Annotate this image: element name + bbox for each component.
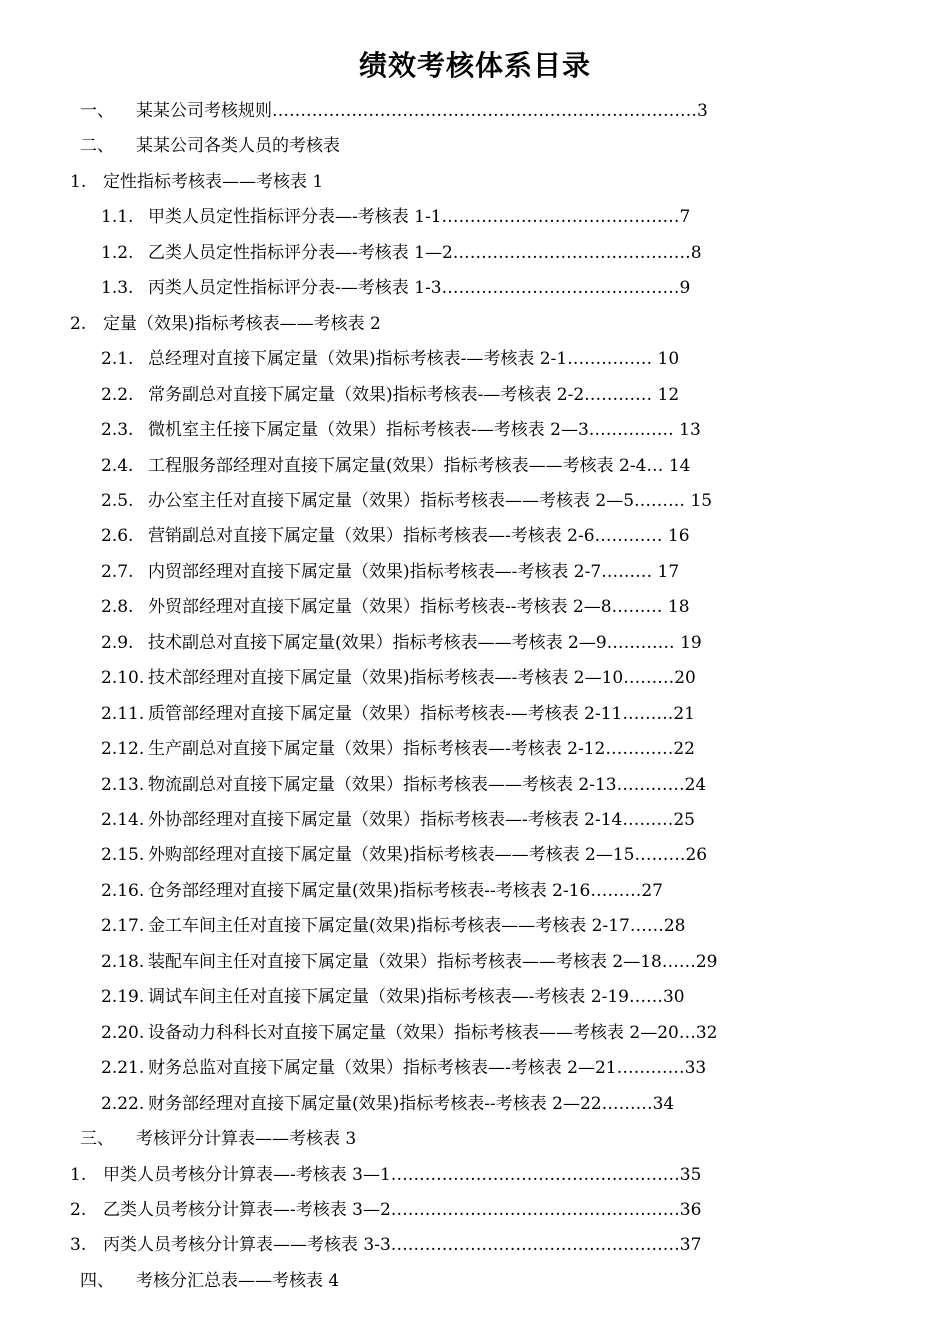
toc-entry-number: 2.17. bbox=[101, 916, 145, 937]
toc-entry-text: 技术副总对直接下属定量(效果）指标考核表——考核表 2—9………… 19 bbox=[148, 632, 702, 653]
toc-entry-number: 1.2. bbox=[101, 242, 134, 263]
toc-entry-number: 2.3. bbox=[101, 420, 134, 441]
toc-entry[interactable] bbox=[101, 486, 712, 516]
toc-entry-text: 某某公司各类人员的考核表 bbox=[136, 136, 340, 157]
toc-entry-number: 2.5. bbox=[101, 490, 134, 511]
toc-entry[interactable] bbox=[101, 521, 690, 551]
toc-entry-text: 总经理对直接下属定量（效果)指标考核表-—考核表 2-1…………… 10 bbox=[148, 349, 680, 370]
toc-entry[interactable] bbox=[101, 202, 690, 232]
toc-entry[interactable] bbox=[101, 557, 679, 587]
toc-entry-number: 2.15. bbox=[101, 845, 145, 866]
toc-entry-number: 2. bbox=[70, 1199, 87, 1220]
toc-entry[interactable] bbox=[70, 1195, 701, 1225]
toc-entry-text: 甲类人员定性指标评分表—-考核表 1-1……………………………………7 bbox=[148, 207, 691, 228]
toc-entry-number: 四、 bbox=[80, 1270, 114, 1291]
toc-entry-number: 2.20. bbox=[101, 1022, 145, 1043]
toc-entry-text: 乙类人员定性指标评分表—-考核表 1—2……………………………………8 bbox=[148, 242, 702, 263]
toc-entry-text: 外购部经理对直接下属定量（效果)指标考核表——考核表 2—15………26 bbox=[148, 845, 708, 866]
toc-entry-number: 2.10. bbox=[101, 668, 145, 689]
toc-entry-number: 2.9. bbox=[101, 632, 134, 653]
toc-entry-text: 甲类人员考核分计算表—-考核表 3—1……………………………………………35 bbox=[103, 1164, 702, 1185]
toc-entry[interactable] bbox=[101, 344, 679, 374]
toc-entry-number: 一、 bbox=[80, 101, 114, 121]
toc-entry-text: 调试车间主任对直接下属定量（效果)指标考核表—-考核表 2-19……30 bbox=[148, 987, 685, 1008]
toc-entry[interactable] bbox=[101, 876, 663, 906]
toc-entry-number: 2.1. bbox=[101, 349, 134, 370]
toc-entry[interactable] bbox=[101, 770, 706, 800]
toc-entry-text: 常务副总对直接下属定量（效果)指标考核表-—考核表 2-2………… 12 bbox=[148, 384, 680, 405]
toc-entry-text: 外贸部经理对直接下属定量（效果）指标考核表--考核表 2—8……… 18 bbox=[148, 597, 690, 618]
toc-entry-text: 装配车间主任对直接下属定量（效果）指标考核表——考核表 2—18……29 bbox=[148, 951, 718, 972]
toc-entry[interactable] bbox=[101, 947, 717, 977]
toc-entry-text: 营销副总对直接下属定量（效果）指标考核表—-考核表 2-6………… 16 bbox=[148, 526, 690, 547]
toc-entry-text: 设备动力科科长对直接下属定量（效果）指标考核表——考核表 2—20…32 bbox=[148, 1022, 718, 1043]
toc-entry[interactable] bbox=[101, 805, 695, 835]
toc-entry-number: 二、 bbox=[80, 136, 114, 157]
toc-entry-text: 物流副总对直接下属定量（效果）指标考核表——考核表 2-13…………24 bbox=[148, 774, 707, 795]
toc-entry-number: 2.11. bbox=[101, 703, 145, 724]
toc-entry-number: 3. bbox=[70, 1235, 87, 1256]
toc-entry[interactable] bbox=[80, 96, 708, 126]
toc-entry-number: 1.3. bbox=[101, 278, 134, 299]
toc-entry-text: 某某公司考核规则…………………………………………………………………3 bbox=[136, 101, 708, 121]
toc-entry-text: 定性指标考核表——考核表 1 bbox=[103, 171, 324, 192]
toc-entry-text: 定量（效果)指标考核表——考核表 2 bbox=[103, 313, 381, 334]
toc-entry[interactable] bbox=[101, 1018, 717, 1048]
toc-entry[interactable] bbox=[70, 309, 381, 339]
toc-entry[interactable] bbox=[101, 273, 690, 303]
toc-entry[interactable] bbox=[70, 167, 323, 197]
toc-entry[interactable] bbox=[101, 628, 702, 658]
toc-entry-number: 2.12. bbox=[101, 739, 145, 760]
toc-entry-number: 2.13. bbox=[101, 774, 145, 795]
toc-entry[interactable] bbox=[101, 663, 696, 693]
toc-entry-number: 三、 bbox=[80, 1129, 114, 1150]
toc-entry[interactable] bbox=[101, 1053, 706, 1083]
toc-entry-number: 2. bbox=[70, 313, 87, 334]
toc-entry-number: 2.21. bbox=[101, 1058, 145, 1079]
toc-entry[interactable] bbox=[80, 131, 340, 161]
toc-entry-text: 财务部经理对直接下属定量(效果)指标考核表--考核表 2—22………34 bbox=[148, 1093, 675, 1114]
toc-entry-number: 1. bbox=[70, 1164, 87, 1185]
toc-entry-number: 2.14. bbox=[101, 810, 145, 830]
toc-entry[interactable] bbox=[101, 238, 702, 268]
toc-entry[interactable] bbox=[101, 734, 695, 764]
toc-entry-number: 2.16. bbox=[101, 880, 145, 901]
toc-entry-number: 2.7. bbox=[101, 561, 134, 582]
toc-entry[interactable] bbox=[101, 911, 686, 941]
toc-entry-text: 丙类人员考核分计算表——考核表 3-3……………………………………………37 bbox=[103, 1235, 702, 1256]
toc-entry-number: 2.19. bbox=[101, 987, 145, 1008]
toc-entry-text: 财务总监对直接下属定量（效果）指标考核表—-考核表 2—21…………33 bbox=[148, 1058, 707, 1079]
toc-entry-text: 考核评分计算表——考核表 3 bbox=[136, 1129, 357, 1150]
toc-entry-text: 仓务部经理对直接下属定量(效果)指标考核表--考核表 2-16………27 bbox=[148, 880, 663, 901]
toc-entry-text: 技术部经理对直接下属定量（效果)指标考核表—-考核表 2—10………20 bbox=[148, 668, 696, 689]
toc-entry-number: 2.4. bbox=[101, 455, 134, 476]
toc-entry-text: 考核分汇总表——考核表 4 bbox=[136, 1270, 340, 1291]
toc-entry[interactable] bbox=[70, 1160, 701, 1190]
toc-entry[interactable] bbox=[101, 699, 695, 729]
toc-entry-text: 微机室主任接下属定量（效果）指标考核表-—考核表 2—3…………… 13 bbox=[148, 420, 701, 441]
toc-entry-number: 2.8. bbox=[101, 597, 134, 618]
toc-entry-number: 2.18. bbox=[101, 951, 145, 972]
toc-entry[interactable] bbox=[101, 451, 690, 481]
toc-entry-text: 质管部经理对直接下属定量（效果）指标考核表-—考核表 2-11………21 bbox=[148, 703, 695, 724]
toc-entry-number: 1. bbox=[70, 171, 87, 192]
toc-entry-number: 2.22. bbox=[101, 1093, 145, 1114]
toc-entry[interactable] bbox=[80, 1124, 356, 1154]
toc-entry-number: 2.6. bbox=[101, 526, 134, 547]
toc-entry-text: 外协部经理对直接下属定量（效果）指标考核表—-考核表 2-14………25 bbox=[148, 810, 695, 830]
toc-entry-number: 1.1. bbox=[101, 207, 134, 228]
toc-entry[interactable] bbox=[80, 1266, 339, 1296]
toc-entry-text: 内贸部经理对直接下属定量（效果)指标考核表—-考核表 2-7……… 17 bbox=[148, 561, 680, 582]
toc-entry[interactable] bbox=[101, 415, 701, 445]
toc-entry[interactable] bbox=[101, 592, 690, 622]
toc-entry-text: 金工车间主任对直接下属定量(效果)指标考核表——考核表 2-17……28 bbox=[148, 916, 686, 937]
toc-entry[interactable] bbox=[101, 1089, 674, 1119]
toc-entry-number: 2.2. bbox=[101, 384, 134, 405]
toc-entry-text: 工程服务部经理对直接下属定量(效果）指标考核表——考核表 2-4… 14 bbox=[148, 455, 691, 476]
toc-entry[interactable] bbox=[101, 840, 707, 870]
toc-entry[interactable] bbox=[70, 1230, 701, 1260]
page-title: 绩效考核体系目录 bbox=[358, 49, 591, 82]
toc-entry-text: 乙类人员考核分计算表—-考核表 3—2……………………………………………36 bbox=[103, 1199, 702, 1220]
toc-entry[interactable] bbox=[101, 982, 685, 1012]
toc-entry-text: 丙类人员定性指标评分表-—考核表 1-3……………………………………9 bbox=[148, 278, 691, 299]
toc-entry-text: 办公室主任对直接下属定量（效果）指标考核表——考核表 2—5……… 15 bbox=[148, 490, 713, 511]
toc-entry-text: 生产副总对直接下属定量（效果）指标考核表—-考核表 2-12…………22 bbox=[148, 739, 695, 760]
toc-entry[interactable] bbox=[101, 380, 679, 410]
